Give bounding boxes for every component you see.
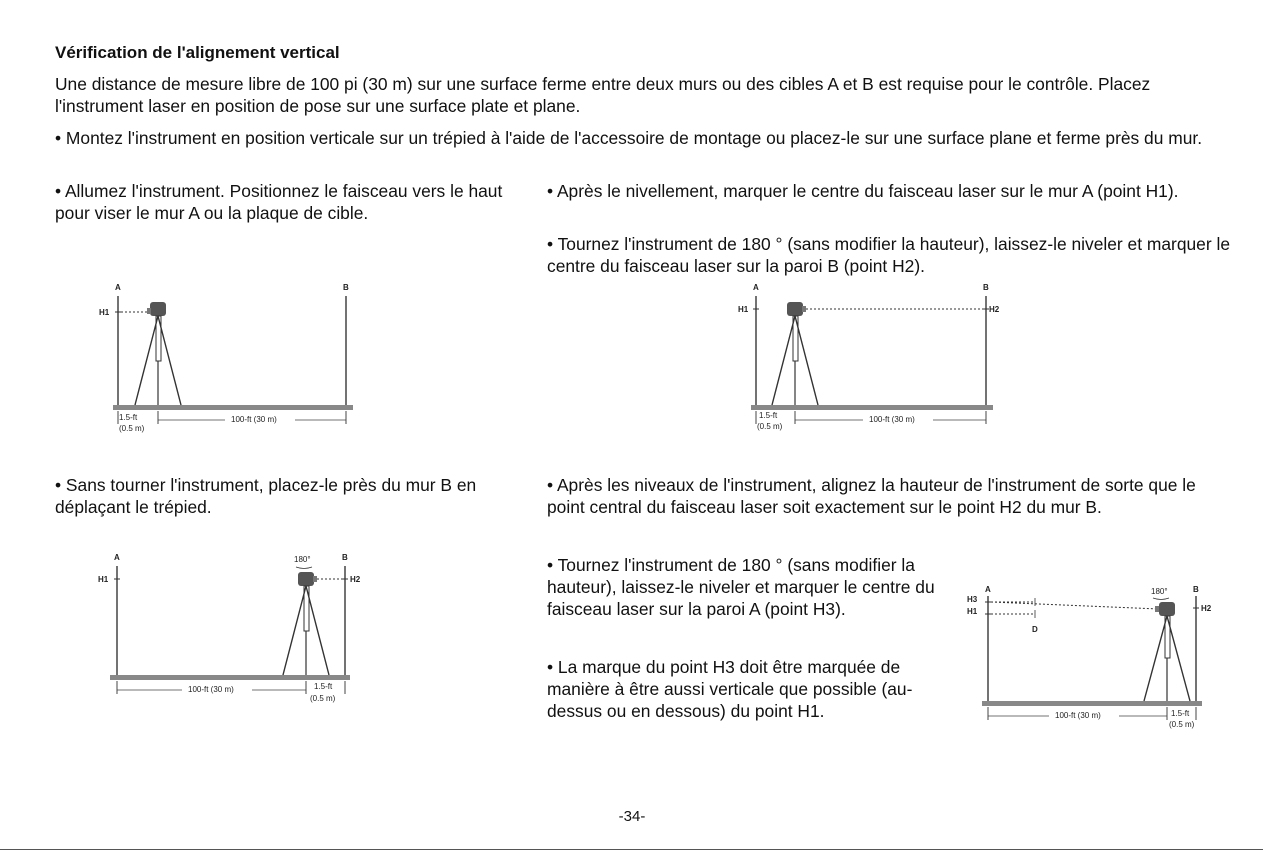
- figure-1-tripod-near-wall-a: [95, 278, 365, 440]
- distance-label: 100-ft (30 m): [231, 415, 277, 424]
- figure-4-rotated-beam-to-wall-a: [965, 580, 1225, 735]
- near-distance-ft: 1.5-ft: [119, 413, 138, 422]
- wall-b-label: B: [343, 283, 349, 292]
- near-distance-m: (0.5 m): [757, 422, 783, 431]
- laser-instrument: [150, 302, 166, 316]
- wall-b-label: B: [1193, 585, 1199, 594]
- distance-label: 100-ft (30 m): [188, 685, 234, 694]
- rotation-label: 180°: [1151, 587, 1168, 596]
- step-move-to-b: • Sans tourner l'instrument, placez-le près du mur B en déplaçant le trépied.: [55, 475, 477, 517]
- wall-a-label: A: [985, 585, 991, 594]
- wall-a-label: A: [753, 283, 759, 292]
- h1-label: H1: [967, 607, 978, 616]
- near-distance-ft: 1.5-ft: [759, 411, 778, 420]
- d-label: D: [1032, 625, 1038, 634]
- ground: [113, 405, 353, 410]
- h1-label: H1: [98, 575, 109, 584]
- distance-label: 100-ft (30 m): [1055, 711, 1101, 720]
- laser-beam: [991, 602, 1159, 609]
- rotation-label: 180°: [294, 555, 311, 564]
- step-mark-h1: • Après le nivellement, marquer le centre du faisceau laser sur le mur A (point H1).: [547, 181, 1179, 201]
- h2-label: H2: [1201, 604, 1212, 613]
- bottom-divider: [0, 849, 1263, 850]
- h3-label: H3: [967, 595, 978, 604]
- intro-paragraph: Une distance de mesure libre de 100 pi (30 m) sur une surface ferme entre deux murs ou des cibles A et B est requise pour le contrôle. Placez l'instrument laser en position de pose sur une surface plate et plane.: [55, 74, 1151, 116]
- h2-label: H2: [989, 305, 1000, 314]
- step-rotate-h2: • Tournez l'instrument de 180 ° (sans modifier la hauteur), laissez-le niveler et marquer le centre du faisceau laser sur la paroi B (point H2).: [547, 234, 1230, 276]
- near-distance-ft: 1.5-ft: [1171, 709, 1190, 718]
- wall-a-label: A: [115, 283, 121, 292]
- near-distance-m: (0.5 m): [119, 424, 145, 433]
- distance-label: 100-ft (30 m): [869, 415, 915, 424]
- figure-3-tripod-near-wall-b: [92, 548, 367, 710]
- near-distance-ft: 1.5-ft: [314, 682, 333, 691]
- h1-label: H1: [99, 308, 110, 317]
- near-distance-m: (0.5 m): [1169, 720, 1195, 729]
- figure-2-rotated-beam-to-wall-b: [735, 278, 1005, 440]
- h2-label: H2: [350, 575, 361, 584]
- step-mount: • Montez l'instrument en position verticale sur un trépied à l'aide de l'accessoire de montage ou placez-le sur une surface plane et ferme près du mur.: [55, 128, 1203, 148]
- page-number: -34-: [618, 808, 646, 825]
- h1-label: H1: [738, 305, 749, 314]
- wall-b-label: B: [983, 283, 989, 292]
- wall-b-label: B: [342, 553, 348, 562]
- near-distance-m: (0.5 m): [310, 694, 336, 703]
- rotation-arrow-icon: [1153, 598, 1169, 600]
- page-title: Vérification de l'alignement vertical: [55, 43, 340, 62]
- step-rotate-h3: • Tournez l'instrument de 180 ° (sans modifier la hauteur), laissez-le niveler et marquer le centre du faisceau laser sur la paroi A (point H3).: [547, 555, 935, 619]
- step-h3-mark: • La marque du point H3 doit être marquée de manière à être aussi verticale que possible (au-dessus ou en dessous) du point H1.: [547, 657, 913, 721]
- step-align-height: • Après les niveaux de l'instrument, alignez la hauteur de l'instrument de sorte que le point central du faisceau laser soit exactement sur le point H2 du mur B.: [547, 475, 1196, 517]
- wall-a-label: A: [114, 553, 120, 562]
- tripod-leg: [135, 316, 158, 405]
- rotation-arrow-icon: [296, 567, 312, 569]
- step-power-on: • Allumez l'instrument. Positionnez le faisceau vers le haut pour viser le mur A ou la plaque de cible.: [55, 181, 503, 223]
